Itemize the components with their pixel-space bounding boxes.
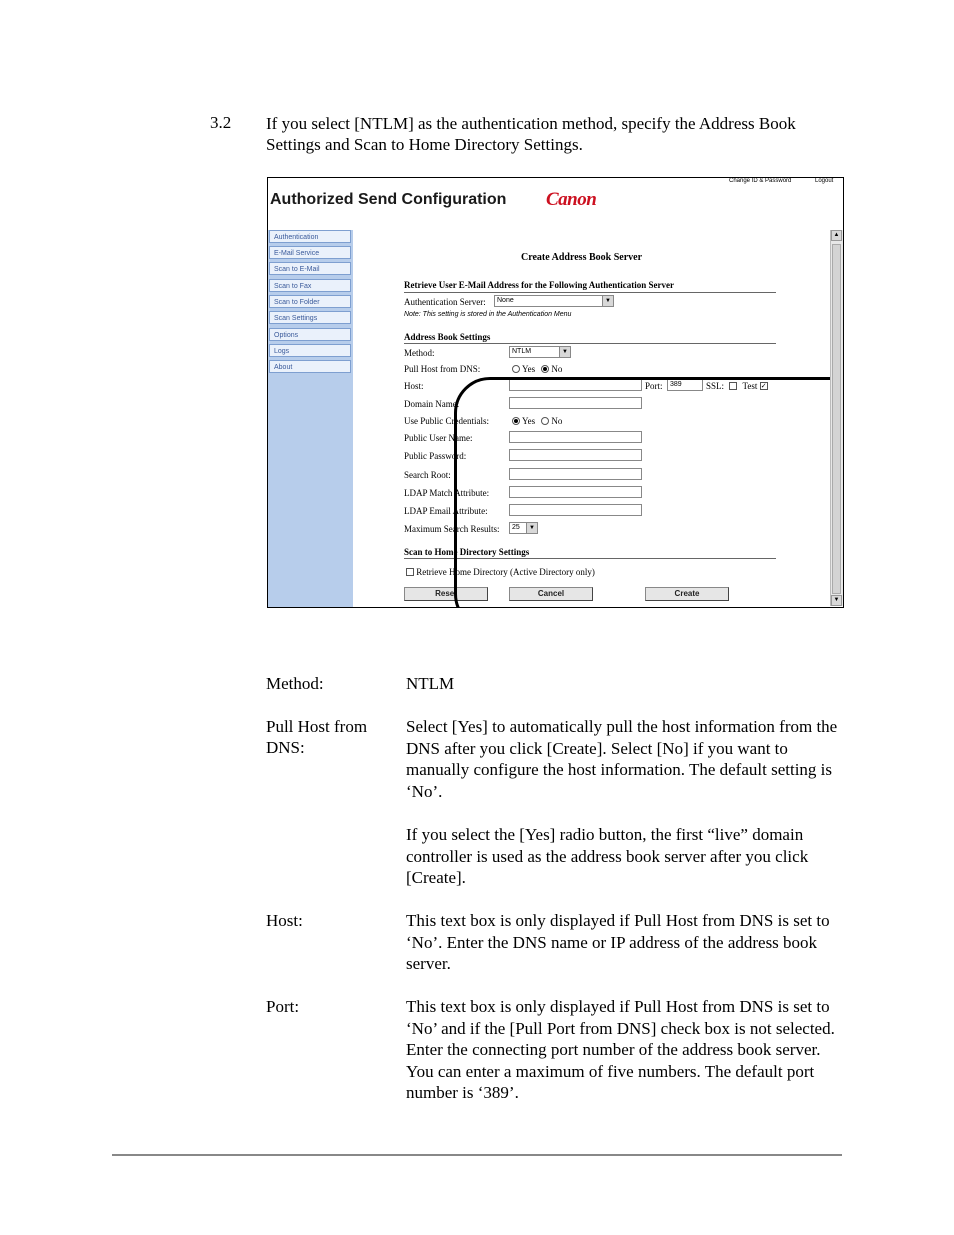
ssl-label: SSL: (706, 381, 725, 391)
term-host: Host: (266, 911, 303, 930)
scrollbar[interactable] (830, 230, 843, 606)
chevron-down-icon: ▼ (602, 296, 613, 306)
port-input[interactable]: 389 (667, 379, 703, 391)
sidebar-item-logs[interactable]: Logs (269, 344, 351, 357)
sidebar-item-options[interactable]: Options (269, 328, 351, 341)
term-port: Port: (266, 997, 300, 1016)
address-book-heading: Address Book Settings (404, 332, 491, 342)
create-button[interactable]: Create (645, 587, 729, 601)
page-title: Create Address Book Server (521, 252, 643, 263)
step-number: 3.2 (210, 113, 232, 132)
public-credentials-label: Use Public Credentials: (404, 416, 489, 426)
section-divider (404, 292, 776, 293)
change-id-link[interactable]: Change ID & Password (729, 178, 792, 184)
search-root-label: Search Root: (404, 470, 451, 480)
test-checkbox[interactable]: ✓ (760, 381, 767, 390)
sidebar-item-scan-to-fax[interactable]: Scan to Fax (269, 279, 351, 292)
app-title: Authorized Send Configuration (270, 191, 507, 208)
pull-host-yes-radio[interactable] (512, 365, 520, 373)
auth-note: Note: This setting is stored in the Authentication Menu (404, 311, 572, 318)
reset-button[interactable]: Reset (404, 587, 488, 601)
term-pull-host: Pull Host from DNS: (266, 717, 368, 757)
scroll-thumb[interactable] (832, 244, 841, 594)
highlight-oval (454, 377, 844, 608)
retrieve-heading: Retrieve User E-Mail Address for the Following Authentication Server (404, 280, 674, 290)
no-label: No (551, 364, 563, 374)
no-label: No (551, 416, 563, 426)
section-divider (404, 343, 776, 344)
max-results-value: 25 (512, 524, 520, 531)
retrieve-home-dir-label: Retrieve Home Directory (Active Directory only) (416, 567, 595, 577)
scroll-up-icon[interactable]: ▲ (831, 230, 842, 241)
canon-logo: Canon (546, 189, 597, 210)
sidebar-item-email-service[interactable]: E-Mail Service (269, 246, 351, 259)
desc-pull-host-2: If you select the [Yes] radio button, the first “live” domain controller is used as the address book server after you click [Create]. (406, 825, 809, 887)
yes-label: Yes (522, 364, 536, 374)
pull-host-label: Pull Host from DNS: (404, 364, 481, 374)
ldap-email-label: LDAP Email Attribute: (404, 506, 488, 516)
method-select[interactable] (509, 346, 571, 358)
sidebar-item-scan-to-email[interactable]: Scan to E-Mail (269, 262, 351, 275)
ldap-match-label: LDAP Match Attribute: (404, 488, 490, 498)
public-password-label: Public Password: (404, 451, 467, 461)
test-label: Test (742, 381, 758, 391)
sidebar-item-authentication[interactable]: Authentication (269, 230, 351, 243)
auth-server-value: None (497, 297, 514, 304)
desc-pull-host-1: Select [Yes] to automatically pull the host information from the DNS after you click [Create]. Select [No] if you want to manually configure the host information. The default setting is ‘No’. (406, 717, 838, 801)
domain-name-label: Domain Name: (404, 399, 460, 409)
method-value: NTLM (512, 348, 532, 355)
method-label: Method: (404, 348, 435, 358)
host-label: Host: (404, 381, 424, 391)
term-method: Method: (266, 674, 324, 693)
chevron-down-icon: ▼ (526, 523, 537, 533)
pull-host-no-radio[interactable] (541, 365, 549, 373)
config-screenshot (267, 177, 844, 608)
home-dir-heading: Scan to Home Directory Settings (404, 547, 530, 557)
auth-server-label: Authentication Server: (404, 297, 486, 307)
desc-host: This text box is only displayed if Pull Host from DNS is set to ‘No’. Enter the DNS name or IP address of the address book server. (406, 911, 830, 973)
content-area (354, 230, 828, 607)
step-text: If you select [NTLM] as the authentication method, specify the Address Book Settings and Scan to Home Directory Settings. (266, 114, 796, 154)
auth-server-select[interactable] (494, 295, 614, 307)
sidebar-item-scan-to-folder[interactable]: Scan to Folder (269, 295, 351, 308)
max-results-label: Maximum Search Results: (404, 524, 500, 534)
sidebar-item-about[interactable]: About (269, 360, 351, 373)
port-label: Port: (645, 381, 663, 391)
yes-label: Yes (522, 416, 536, 426)
sidebar (268, 230, 353, 607)
chevron-down-icon: ▼ (559, 347, 570, 357)
cancel-button[interactable]: Cancel (509, 587, 593, 601)
logout-link[interactable]: Logout (815, 178, 834, 184)
desc-method: NTLM (406, 674, 455, 693)
sidebar-item-scan-settings[interactable]: Scan Settings (269, 311, 351, 324)
public-user-label: Public User Name: (404, 433, 473, 443)
scroll-down-icon[interactable]: ▼ (831, 595, 842, 606)
desc-port: This text box is only displayed if Pull Host from DNS is set to ‘No’ and if the [Pull Port from DNS] check box is not selected. Enter the connecting port number of the address book server. You can enter a maximum of five numbers. The default port number is ‘389’. (406, 997, 835, 1102)
retrieve-home-dir-checkbox[interactable] (406, 568, 414, 576)
pull-host-radios (512, 364, 562, 374)
footer-divider (112, 1154, 842, 1156)
